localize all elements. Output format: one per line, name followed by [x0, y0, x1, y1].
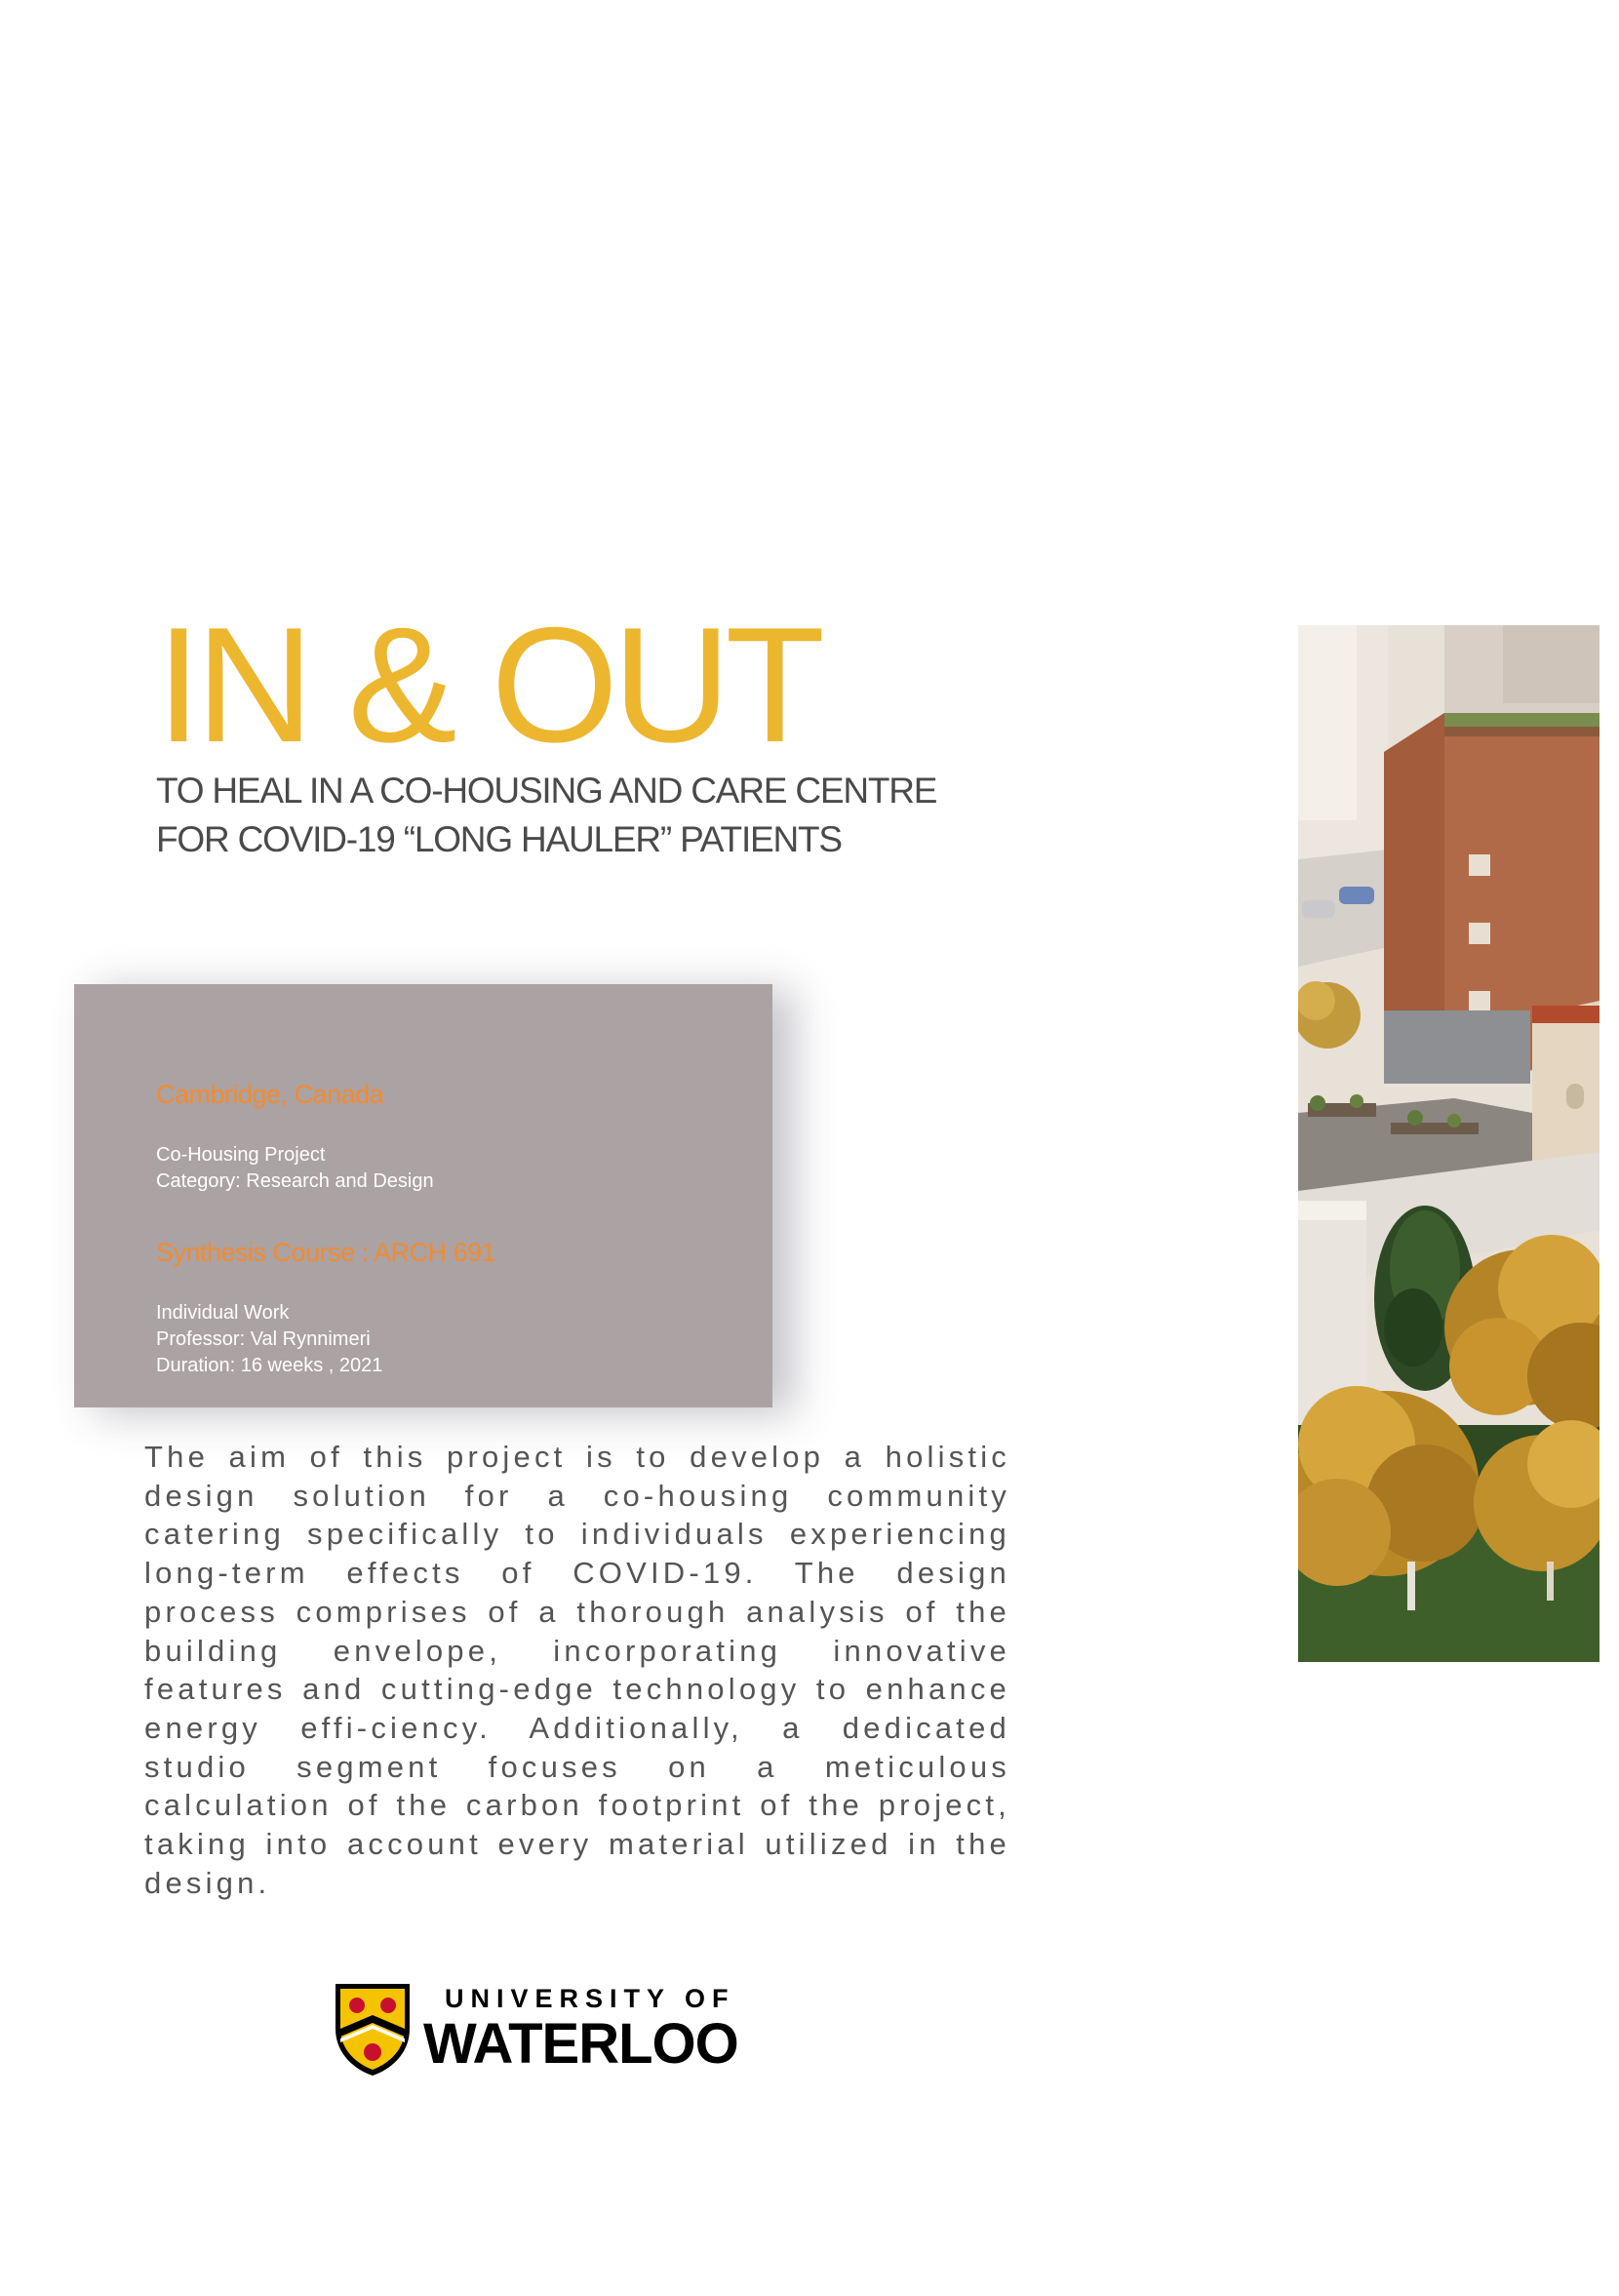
project-info-box — [74, 984, 772, 1407]
logo-text-waterloo: WATERLOO — [423, 2012, 738, 2076]
project-type: Co-Housing Project — [156, 1144, 326, 1166]
architectural-render-image — [1298, 625, 1599, 1662]
work-type: Individual Work — [156, 1302, 290, 1324]
page-subtitle — [156, 767, 1034, 864]
project-description: The aim of this project is to develop a holistic design solution for a co-housing community catering specifically to individuals experiencing long-term effects of COVID-19. The design process comprises of a thorough analysis of the building envelope, incorporating innovative features and cutting-edge technology to enhance energy effi-ciency. Additionally, a dedicated studio segment focuses on a meticulous calculation of the carbon footprint of the project, taking into account every material utilized in the design. — [144, 1440, 1010, 1900]
page-title: IN & OUT — [156, 593, 820, 776]
project-meta — [156, 1142, 434, 1195]
course-meta — [156, 1300, 382, 1379]
university-logo — [332, 1980, 751, 2078]
subtitle-line-1: TO HEAL IN A CO-HOUSING AND CARE CENTRE — [156, 771, 937, 811]
course-name: Synthesis Course : ARCH 691 — [156, 1238, 496, 1267]
waterloo-crest-icon — [332, 1980, 414, 2078]
project-location: Cambridge, Canada — [156, 1080, 384, 1109]
project-category: Category: Research and Design — [156, 1170, 434, 1192]
subtitle-line-2: FOR COVID-19 “LONG HAULER” PATIENTS — [156, 819, 842, 859]
logo-text-university-of: UNIVERSITY OF — [445, 1984, 735, 2013]
project-duration: Duration: 16 weeks , 2021 — [156, 1355, 383, 1376]
professor-name: Professor: Val Rynnimeri — [156, 1328, 371, 1350]
